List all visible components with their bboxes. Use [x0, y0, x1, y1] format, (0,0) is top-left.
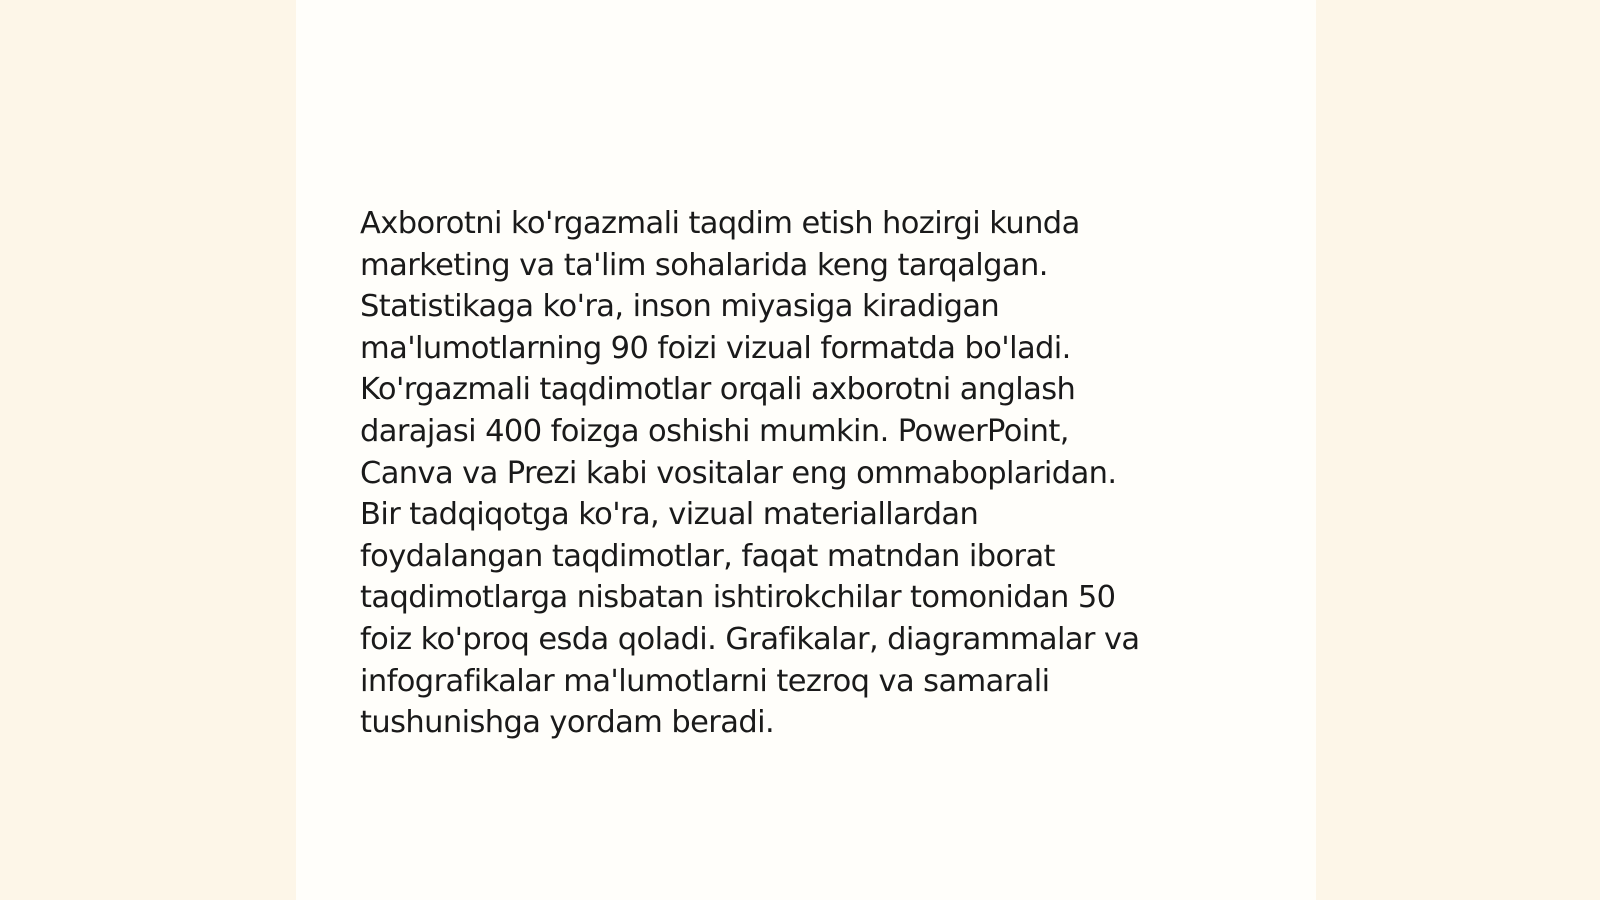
text-line: foiz ko'proq esda qoladi. Grafikalar, diagrammalar va: [360, 621, 1140, 657]
text-line: Ko'rgazmali taqdimotlar orqali axborotni anglash: [360, 372, 1076, 408]
text-line: Canva va Prezi kabi vositalar eng ommaboplaridan.: [360, 455, 1117, 491]
text-line: Statistikaga ko'ra, inson miyasiga kiradigan: [360, 289, 1000, 325]
text-line: tushunishga yordam beradi.: [360, 705, 775, 741]
text-line: foydalangan taqdimotlar, faqat matndan iborat: [360, 538, 1055, 574]
text-line: darajasi 400 foizga oshishi mumkin. PowerPoint,: [360, 413, 1069, 449]
text-line: Axborotni ko'rgazmali taqdim etish hozirgi kunda: [360, 206, 1080, 241]
slide-body-text: [360, 203, 1240, 744]
text-line: taqdimotlarga nisbatan ishtirokchilar tomonidan 50: [360, 580, 1116, 616]
text-line: marketing va ta'lim sohalarida keng tarqalgan.: [360, 247, 1048, 283]
text-line: infografikalar ma'lumotlarni tezroq va samarali: [360, 663, 1050, 699]
text-line: ma'lumotlarning 90 foizi vizual formatda bo'ladi.: [360, 330, 1071, 366]
slide: [296, 0, 1316, 900]
text-line: Bir tadqiqotga ko'ra, vizual materiallardan: [360, 497, 979, 533]
